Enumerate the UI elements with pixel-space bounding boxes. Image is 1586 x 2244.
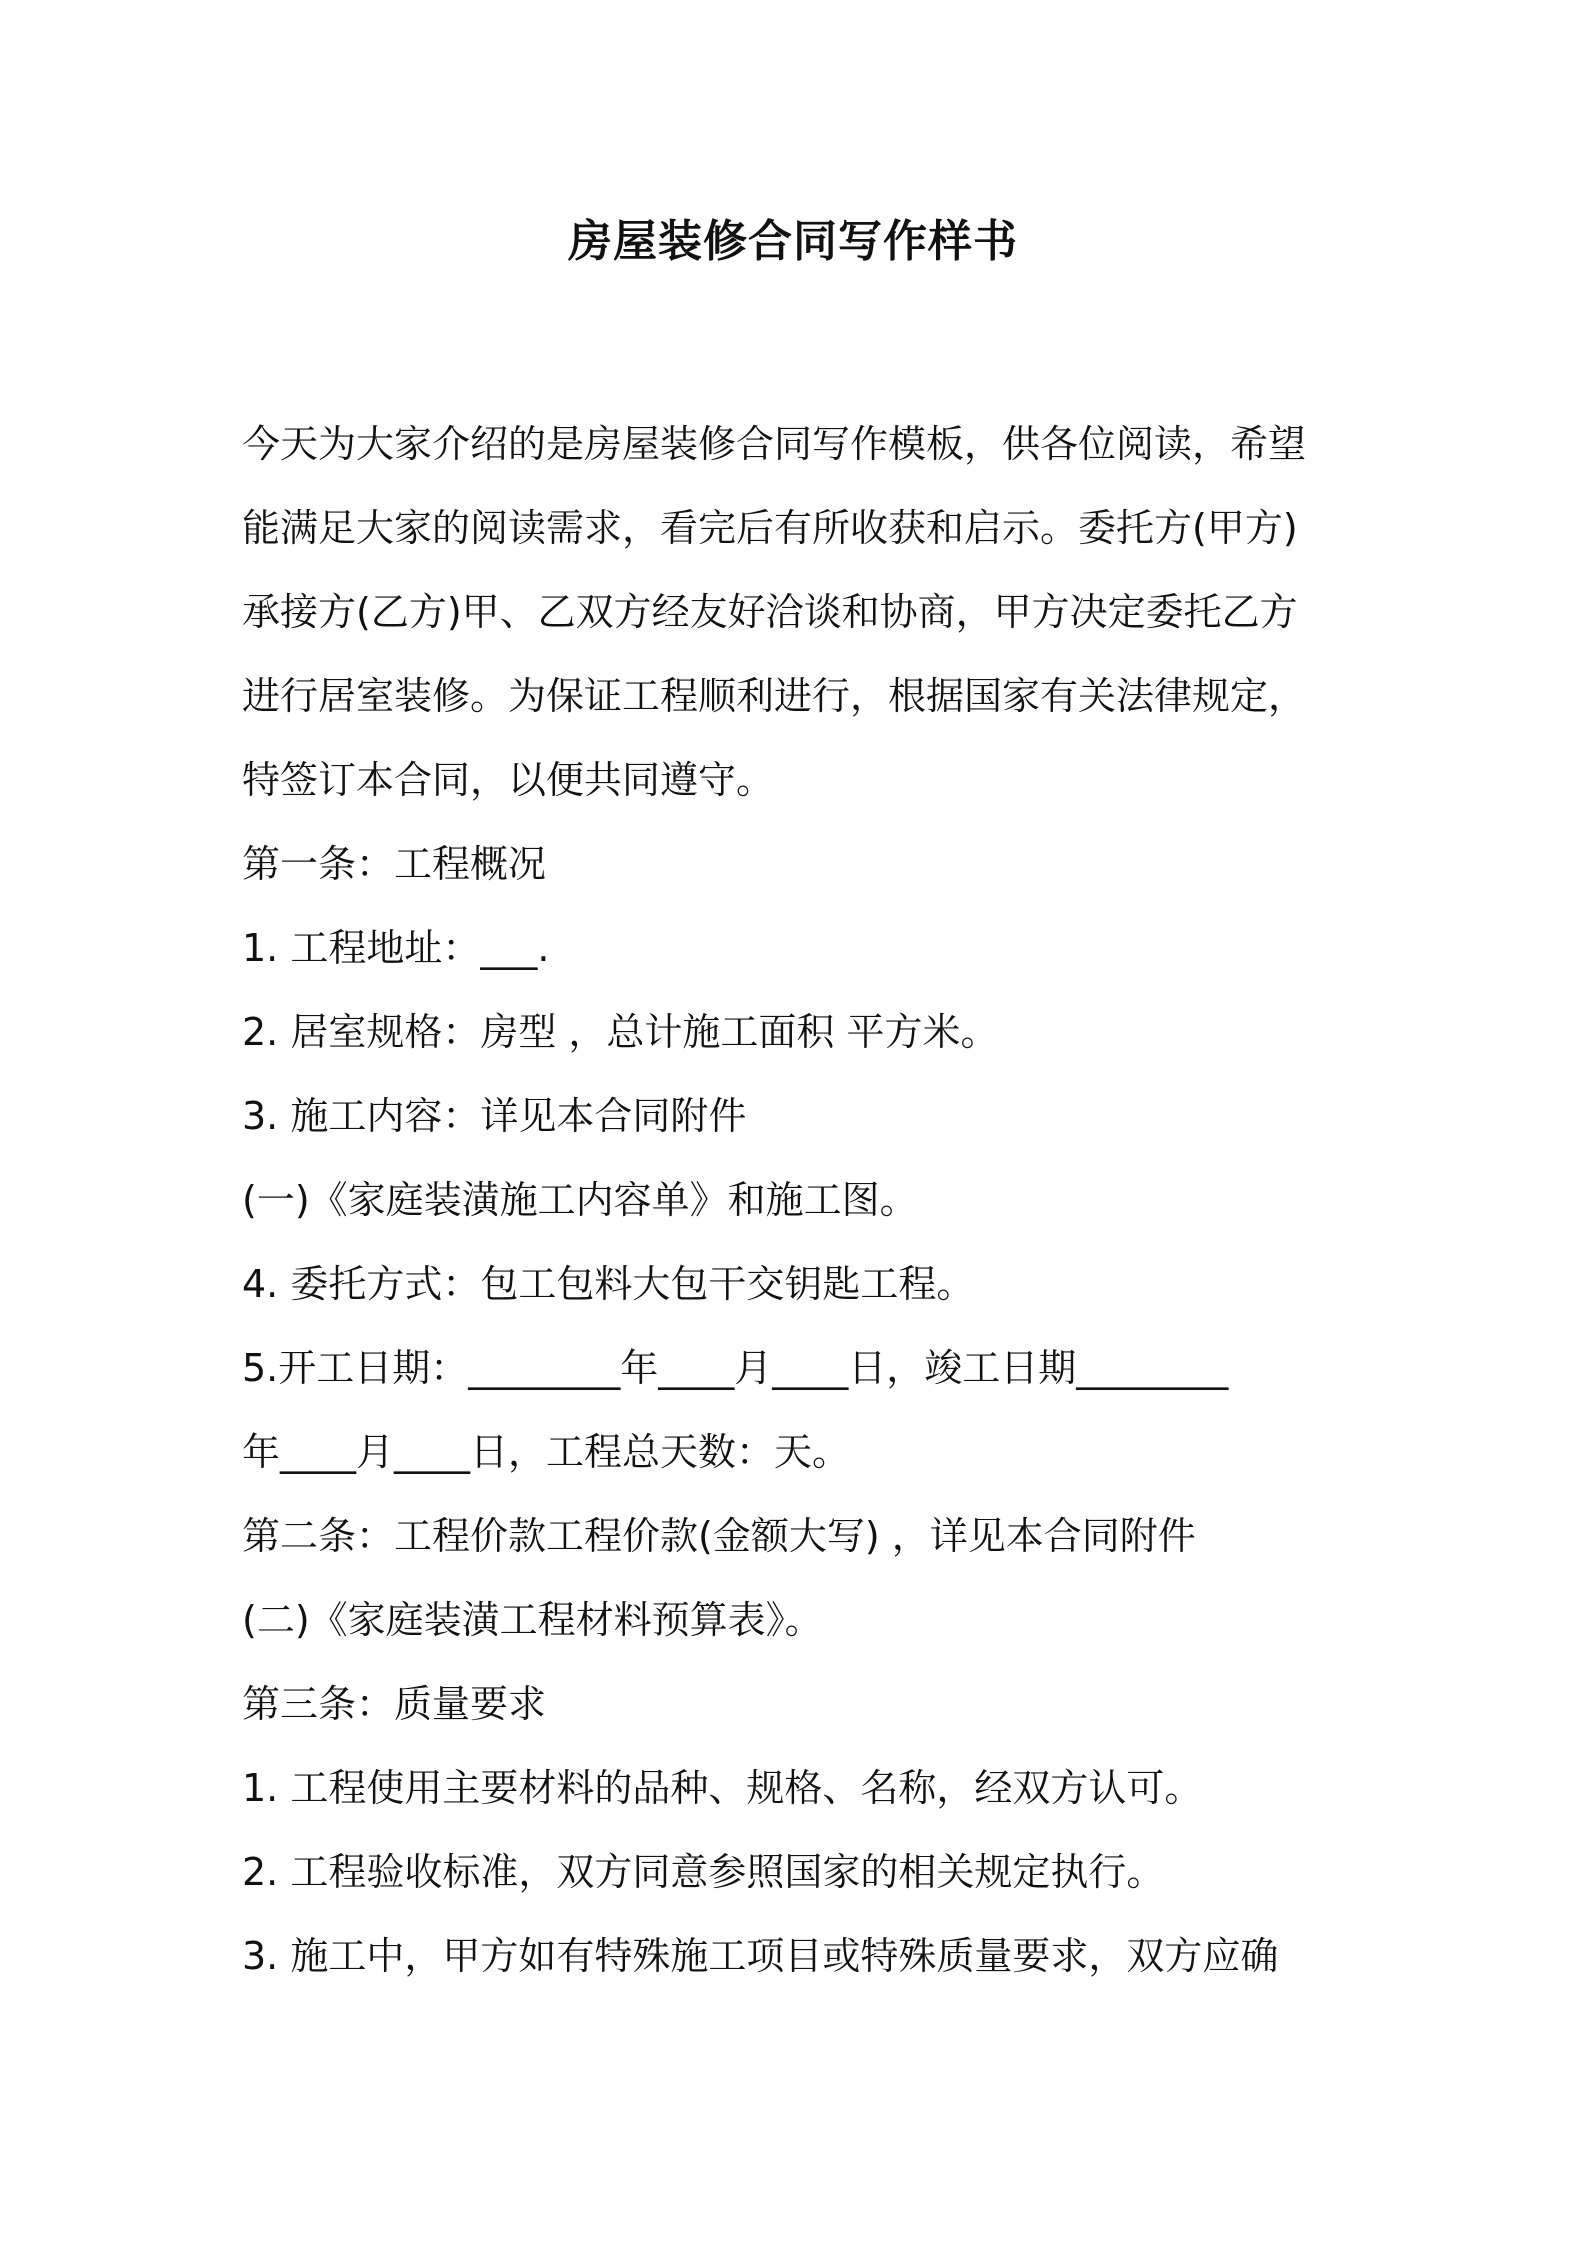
clause-line: 1. 工程地址：___. [242, 926, 550, 970]
clause-line: (二)《家庭装潢工程材料预算表》。 [242, 1598, 823, 1642]
paragraph-line: 今天为大家介绍的是房屋装修合同写作模板，供各位阅读，希望 [242, 422, 1307, 466]
clause-line: 4. 委托方式：包工包料大包干交钥匙工程。 [242, 1262, 975, 1306]
paragraph-line: 特签订本合同，以便共同遵守。 [242, 758, 775, 802]
clause-line: 2. 工程验收标准，双方同意参照国家的相关规定执行。 [242, 1850, 1165, 1894]
clause-line: 5.开工日期：________年____月____日，竣工日期________ [242, 1346, 1229, 1390]
paragraph-line: 能满足大家的阅读需求，看完后有所收获和启示。委托方(甲方) [242, 506, 1298, 550]
clause-line: (一)《家庭装潢施工内容单》和施工图。 [242, 1178, 918, 1222]
article-heading: 第一条：工程概况 [242, 842, 547, 886]
clause-line: 3. 施工中，甲方如有特殊施工项目或特殊质量要求，双方应确 [242, 1934, 1279, 1978]
clause-line: 1. 工程使用主要材料的品种、规格、名称，经双方认可。 [242, 1766, 1203, 1810]
paragraph-line: 承接方(乙方)甲、乙双方经友好洽谈和协商，甲方决定委托乙方 [242, 590, 1298, 634]
article-heading: 第三条：质量要求 [242, 1682, 547, 1726]
document-body [242, 402, 1354, 1998]
paragraph-line: 进行居室装修。为保证工程顺利进行，根据国家有关法律规定， [242, 674, 1307, 718]
document-title: 房屋装修合同写作样书 [568, 216, 1018, 267]
clause-line: 3. 施工内容：详见本合同附件 [242, 1094, 747, 1138]
clause-line: 年____月____日，工程总天数：天。 [242, 1430, 851, 1474]
clause-line: 2. 居室规格：房型 ，总计施工面积 平方米。 [242, 1010, 999, 1054]
article-heading: 第二条：工程价款工程价款(金额大写) ，详见本合同附件 [242, 1514, 1196, 1558]
